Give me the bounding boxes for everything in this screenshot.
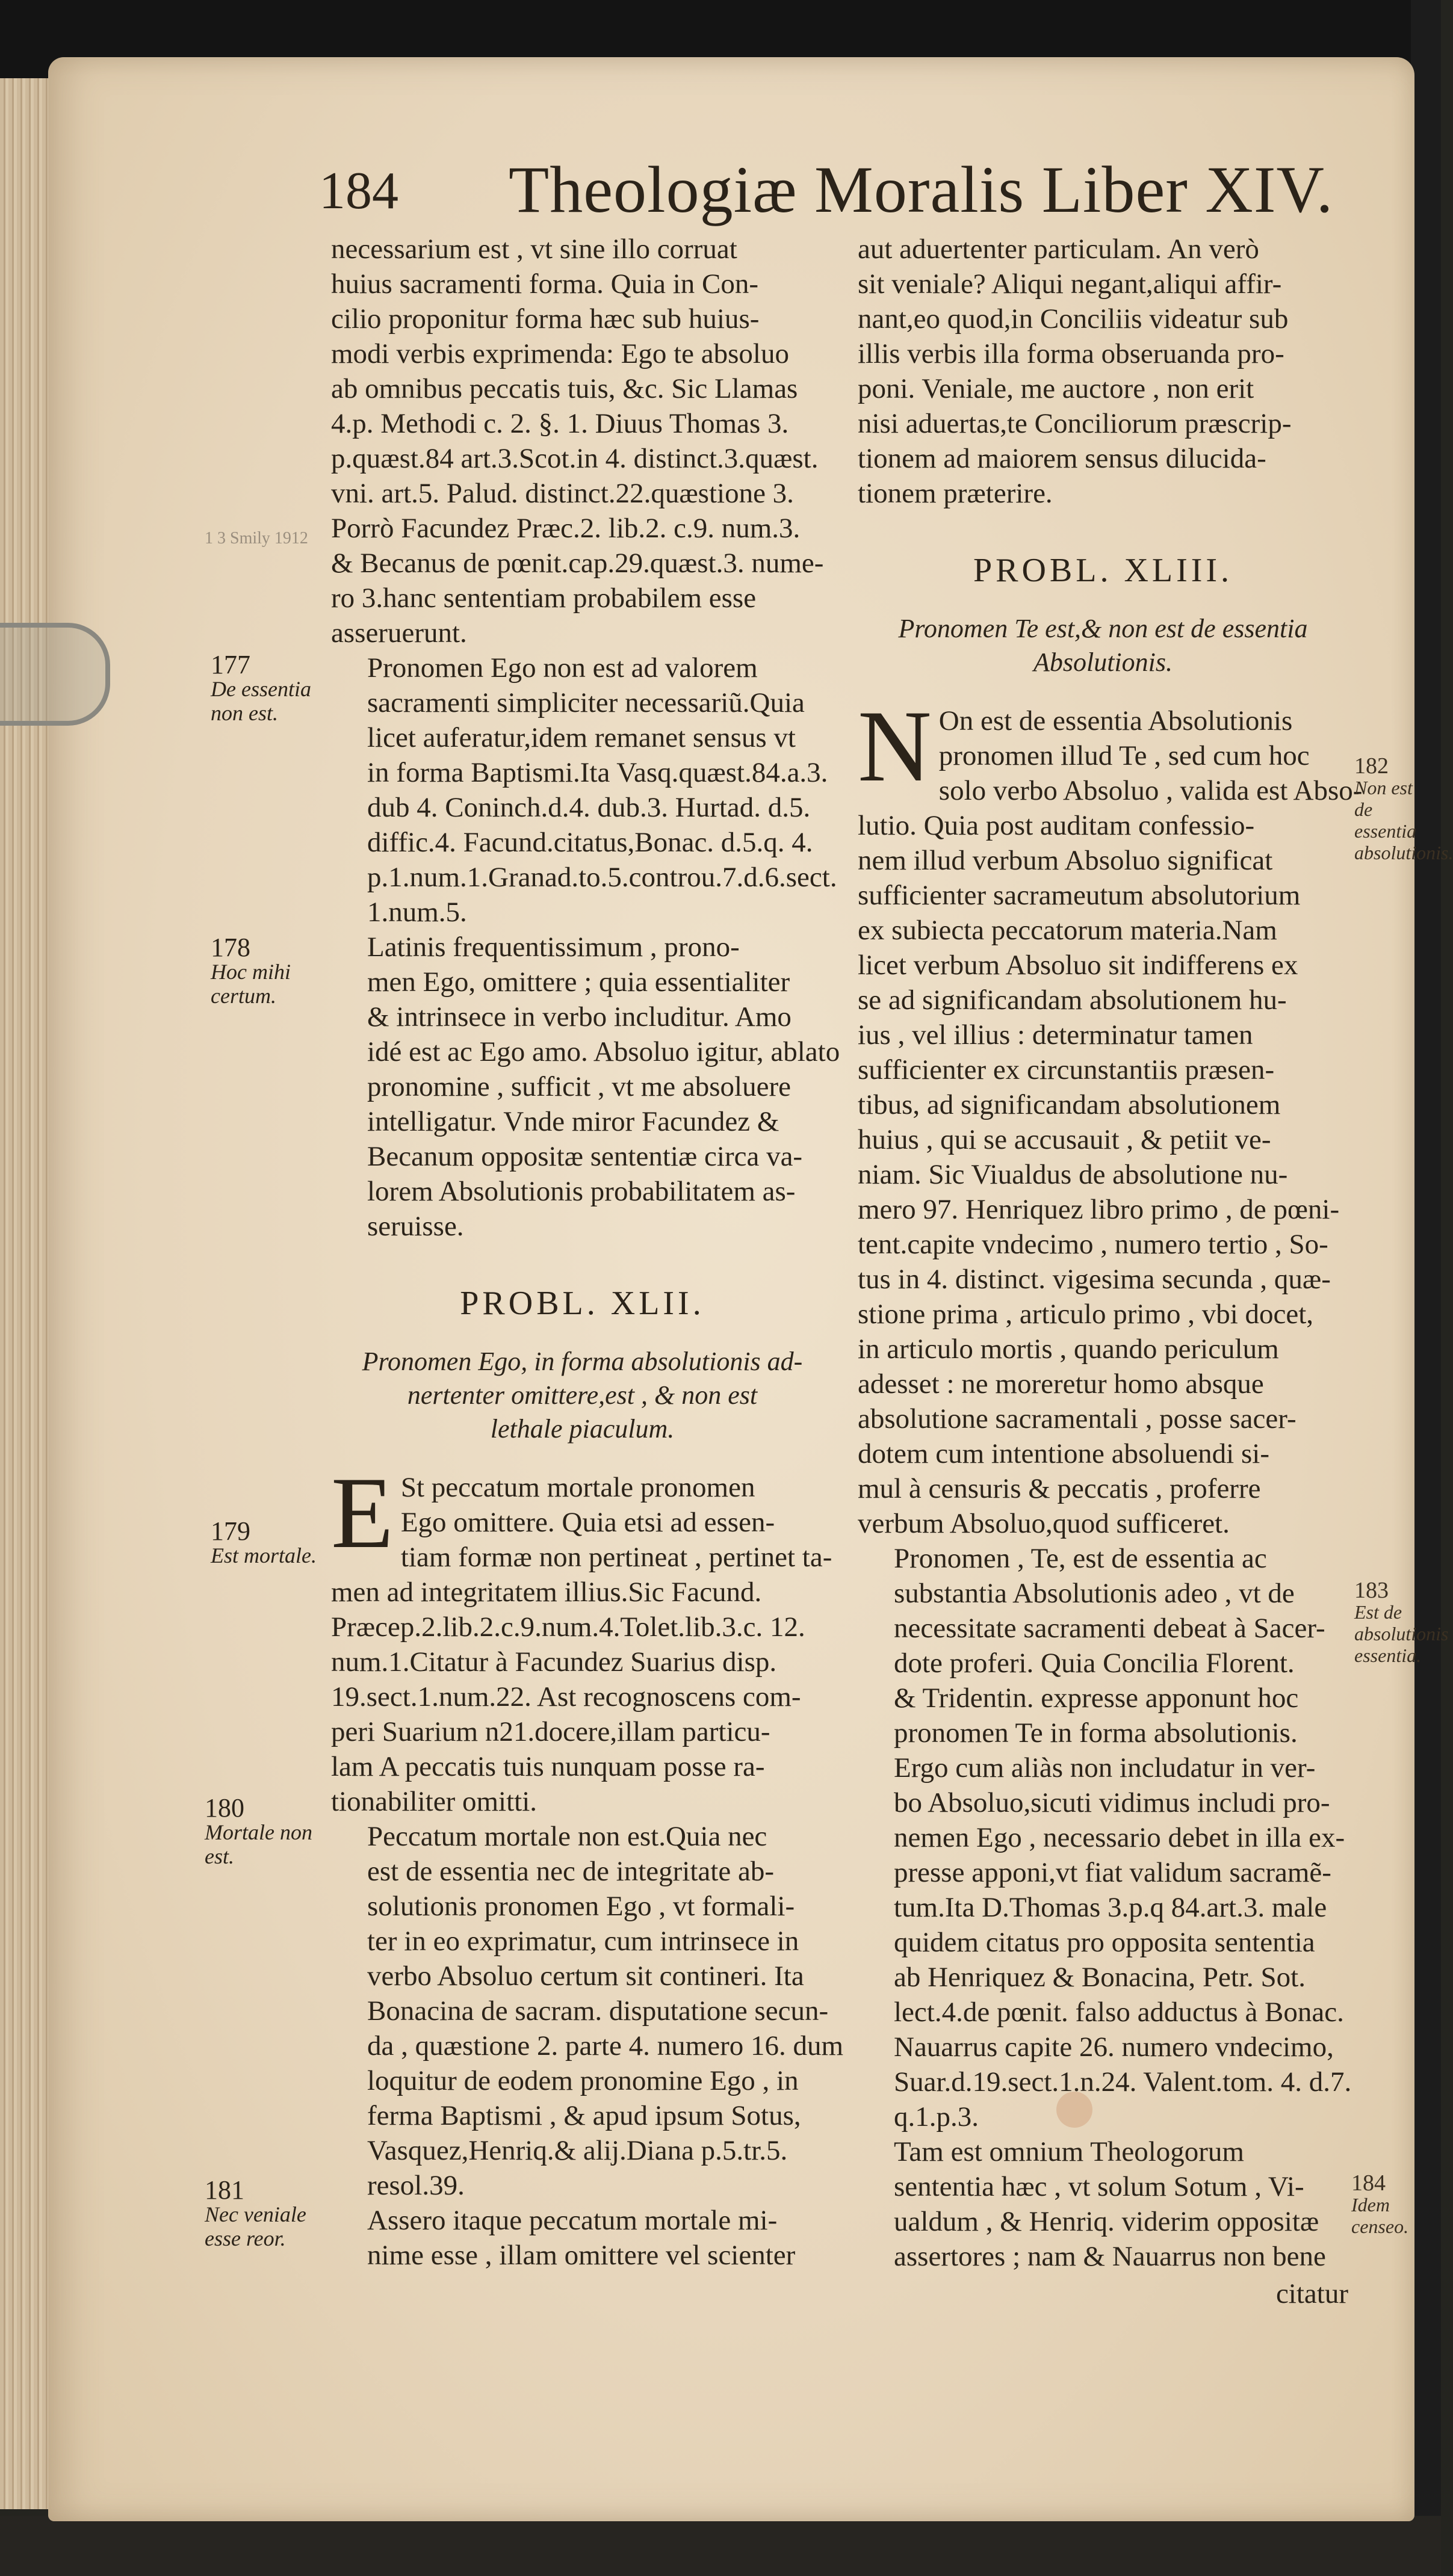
text-line: Vasquez,Henriq.& alij.Diana p.5.tr.5. [367,2135,788,2166]
running-title: Theologiæ Moralis Liber XIV. [509,153,1334,226]
text-line: nisi aduertas,te Conciliorum præscrip- [858,408,1292,439]
text-line: On est de essentia Absolutionis [938,705,1293,737]
text-line: nem illud verbum Absoluo significat [858,845,1273,876]
text-line: Assero itaque peccatum mortale mi- [367,2205,778,2236]
margin-note: 177 De essentia non est. [211,650,311,725]
text-line: dote proferi. Quia Concilia Florent. [894,1648,1295,1679]
text-line: tum.Ita D.Thomas 3.p.q 84.art.3. male [894,1892,1327,1923]
paragraph [858,232,1348,511]
problem-heading: PROBL. XLII. [460,1285,705,1322]
text-line: solo verbo Absoluo , valida est Abso- [938,775,1363,806]
text-line: men Ego, omittere ; quia essentialiter [367,966,790,998]
text-line: se ad significandam absolutionem hu- [858,984,1287,1016]
text-line: peri Suarium n21.docere,illam particu- [331,1716,770,1747]
text-line: Tam est omnium Theologorum [894,2136,1244,2167]
text-line: da , quæstione 2. parte 4. numero 16. dum [367,2030,844,2062]
problem-subtitle [858,612,1348,679]
text-line: ab Henriquez & Bonacina, Petr. Sot. [894,1962,1306,1993]
text-line: Nauarrus capite 26. numero vndecimo, [894,2031,1334,2063]
text-line: quidem citatus pro opposita sententia [894,1927,1315,1958]
text-line: tent.capite vndecimo , numero tertio , So- [858,1229,1328,1260]
text-line: ro 3.hanc sententiam probabilem esse [331,582,757,614]
text-line: licet verbum Absoluo sit indifferens ex [858,950,1298,981]
paragraph [331,1456,834,1819]
text-line: sufficienter ex circunstantiis præsen- [858,1054,1275,1086]
text-line: Ego omittere. Quia etsi ad essen- [400,1507,775,1538]
text-line: lethale piaculum. [490,1414,675,1444]
text-line: tiam formæ non pertineat , pertinet ta- [400,1542,832,1573]
text-line: ter in eo exprimatur, cum intrinsece in [367,1926,799,1957]
text-line: intelligatur. Vnde miror Facundez & [367,1106,779,1137]
text-line: p.quæst.84 art.3.Scot.in 4. distinct.3.quæst. [331,443,819,474]
text-line: illis verbis illa forma obseruanda pro- [858,338,1284,369]
paragraph [331,1819,844,2203]
text-line: asseruerunt. [331,617,467,649]
text-line: St peccatum mortale pronomen [400,1472,755,1503]
margin-note: 179 Est mortale. [211,1516,317,1568]
text-line: Suar.d.19.sect.1.n.24. Valent.tom. 4. d.7. [894,2066,1352,2098]
text-line: tionem præterire. [858,478,1053,509]
right-column [858,232,1363,2311]
page-number: 184 [319,162,398,220]
text-line: ualdum , & Henriq. viderim oppositæ [894,2206,1319,2237]
text-line: Præcep.2.lib.2.c.9.num.4.Tolet.lib.3.c. 12. [331,1611,805,1643]
text-line: niam. Sic Viualdus de absolutione nu- [858,1159,1288,1190]
page-clip [0,623,110,726]
problem-subtitle [331,1345,834,1446]
text-line: necessarium est , vt sine illo corruat [331,233,737,265]
text-line: Pronomen Te est,& non est de essentia [898,614,1308,643]
text-line: nant,eo quod,in Conciliis videatur sub [858,303,1289,335]
text-line: ferma Baptismi , & apud ipsum Sotus, [367,2100,801,2131]
text-line: lorem Absolutionis probabilitatem as- [367,1176,796,1207]
text-line: Pronomen , Te, est de essentia ac [894,1543,1267,1574]
text-line: sit veniale? Aliqui negant,aliqui affir- [858,268,1282,300]
margin-note: 178 Hoc mihi certum. [211,933,291,1008]
text-line: in forma Baptismi.Ita Vasq.quæst.84.a.3. [367,757,828,788]
text-line: nime esse , illam omittere vel scienter [367,2240,796,2271]
text-line: pronomen Te in forma absolutionis. [894,1717,1298,1749]
text-line: p.1.num.1.Granad.to.5.controu.7.d.6.sect. [367,862,837,893]
text-line: sufficienter sacrameutum absolutorium [858,880,1301,911]
text-line: mero 97. Henriquez libro primo , de pœni- [858,1194,1340,1225]
text-line: loquitur de eodem pronomine Ego , in [367,2065,799,2096]
text-line: tibus, ad significandam absolutionem [858,1089,1281,1120]
margin-note: 183 Est de absolutionis essentia. [1354,1578,1449,1666]
text-line: tionem ad maiorem sensus dilucida- [858,443,1266,474]
text-line: verbum Absoluo,quod sufficeret. [858,1508,1230,1539]
text-line: solutionis pronomen Ego , vt formali- [367,1891,795,1922]
text-line: sacramenti simpliciter necessariũ.Quia [367,687,805,718]
text-line: pronomen illud Te , sed cum hoc [938,740,1310,771]
background-bottom [0,2516,1441,2576]
drop-cap: N [858,690,932,803]
paragraph [858,1541,1352,2134]
text-line: Pronomen Ego, in forma absolutionis ad- [362,1347,803,1376]
text-line: dub 4. Coninch.d.4. dub.3. Hurtad. d.5. [367,792,811,823]
left-column [331,232,844,2273]
paragraph [858,690,1363,1541]
text-line: 4.p. Methodi c. 2. §. 1. Diuus Thomas 3. [331,408,789,439]
text-line: & Becanus de pœnit.cap.29.quæst.3. nume- [331,548,824,579]
text-line: in articulo mortis , quando periculum [858,1333,1279,1365]
text-line: seruisse. [367,1211,464,1242]
text-line: absolutione sacramentali , posse sacer- [858,1403,1297,1435]
text-line: sententia hæc , vt solum Sotum , Vi- [894,2171,1304,2202]
text-line: Peccatum mortale non est.Quia nec [367,1821,767,1852]
margin-note: 182 Non est de essentia absolutionis. [1354,753,1453,863]
text-line: Bonacina de sacram. disputatione secun- [367,1995,829,2027]
text-line: diffic.4. Facund.citatus,Bonac. d.5.q. 4. [367,827,813,858]
text-line: Ergo cum aliàs non includatur in ver- [894,1752,1316,1784]
text-line: vni. art.5. Palud. distinct.22.quæstione 3. [331,478,794,509]
pencil-annotation: 1 3 Smily 1912 [205,529,308,548]
paragraph [331,232,834,650]
text-line: modi verbis exprimenda: Ego te absoluo [331,338,789,369]
text-line: Pronomen Ego non est ad valorem [367,652,758,684]
text-line: num.1.Citatur à Facundez Suarius disp. [331,1646,777,1678]
text-line: 1.num.5. [367,897,467,928]
text-line: verbo Absoluo certum sit contineri. Ita [367,1960,804,1992]
text-line: lam A peccatis tuis nunquam posse ra- [331,1751,765,1782]
catchword: citatur [1275,2278,1348,2309]
text-line: ius , vel illius : determinatur tamen [858,1019,1253,1051]
paragraph [331,650,837,930]
margin-note: 180 Mortale non est. [205,1793,312,1868]
text-line: stione prima , articulo primo , vbi docet, [858,1299,1314,1330]
text-line: resol.39. [367,2170,465,2201]
text-line: & intrinsece in verbo includitur. Amo [367,1001,792,1033]
text-line: aut aduertenter particulam. An verò [858,233,1259,265]
text-line: cilio proponitur forma hæc sub huius- [331,303,760,335]
text-line: poni. Veniale, me auctore , non erit [858,373,1254,404]
text-line: assertores ; nam & Nauarrus non bene [894,2241,1326,2272]
text-line: nemen Ego , necessario debet in illa ex- [894,1822,1345,1853]
text-line: est de essentia nec de integritate ab- [367,1856,774,1887]
text-line: licet auferatur,idem remanet sensus vt [367,722,796,753]
text-line: huius , qui se accusauit , & petiit ve- [858,1124,1271,1155]
text-line: presse apponi,vt fiat validum sacramẽ- [894,1857,1331,1888]
text-line: Porrò Facundez Præc.2. lib.2. c.9. num.3. [331,513,801,544]
problem-heading: PROBL. XLIII. [973,552,1233,589]
text-line: Latinis frequentissimum , prono- [367,931,740,963]
text-line: & Tridentin. expresse apponunt hoc [894,1682,1299,1714]
text-line: lect.4.de pœnit. falso adductus à Bonac. [894,1997,1344,2028]
paragraph [331,930,840,1244]
paragraph [858,2134,1348,2274]
text-line: tionabiliter omitti. [331,1786,538,1817]
margin-note: 184 Idem censeo. [1351,2170,1409,2237]
text-line: men ad integritatem illius.Sic Facund. [331,1577,762,1608]
margin-note: 181 Nec veniale esse reor. [205,2175,306,2250]
text-line: ab omnibus peccatis tuis, &c. Sic Llamas [331,373,798,404]
text-line: huius sacramenti forma. Quia in Con- [331,268,759,300]
text-line: substantia Absolutionis adeo , vt de [894,1578,1295,1609]
text-line: pronomine , sufficit , vt me absoluere [367,1071,791,1102]
text-line: adesset : ne moreretur homo absque [858,1368,1264,1400]
text-line: nertenter omittere,est , & non est [407,1380,758,1410]
text-line: bo Absoluo,sicuti vidimus includi pro- [894,1787,1330,1818]
text-line: lutio. Quia post auditam confessio- [858,810,1255,841]
text-line: idé est ac Ego amo. Absoluo igitur, ablato [367,1036,840,1067]
text-line: tus in 4. distinct. vigesima secunda , quæ- [858,1264,1331,1295]
drop-cap: E [331,1456,394,1569]
text-line: ex subiecta peccatorum materia.Nam [858,915,1277,946]
text-line: Becanum oppositæ sententiæ circa va- [367,1141,803,1172]
text-line: Absolutionis. [1033,647,1173,677]
text-line: 19.sect.1.num.22. Ast recognoscens com- [331,1681,801,1713]
text-line: mul à censuris & peccatis , proferre [858,1473,1261,1504]
text-line: q.1.p.3. [894,2101,979,2133]
text-line: necessitate sacramenti debeat à Sacer- [894,1613,1325,1644]
text-line: dotem cum intentione absoluendi si- [858,1438,1269,1469]
paragraph [331,2203,834,2273]
